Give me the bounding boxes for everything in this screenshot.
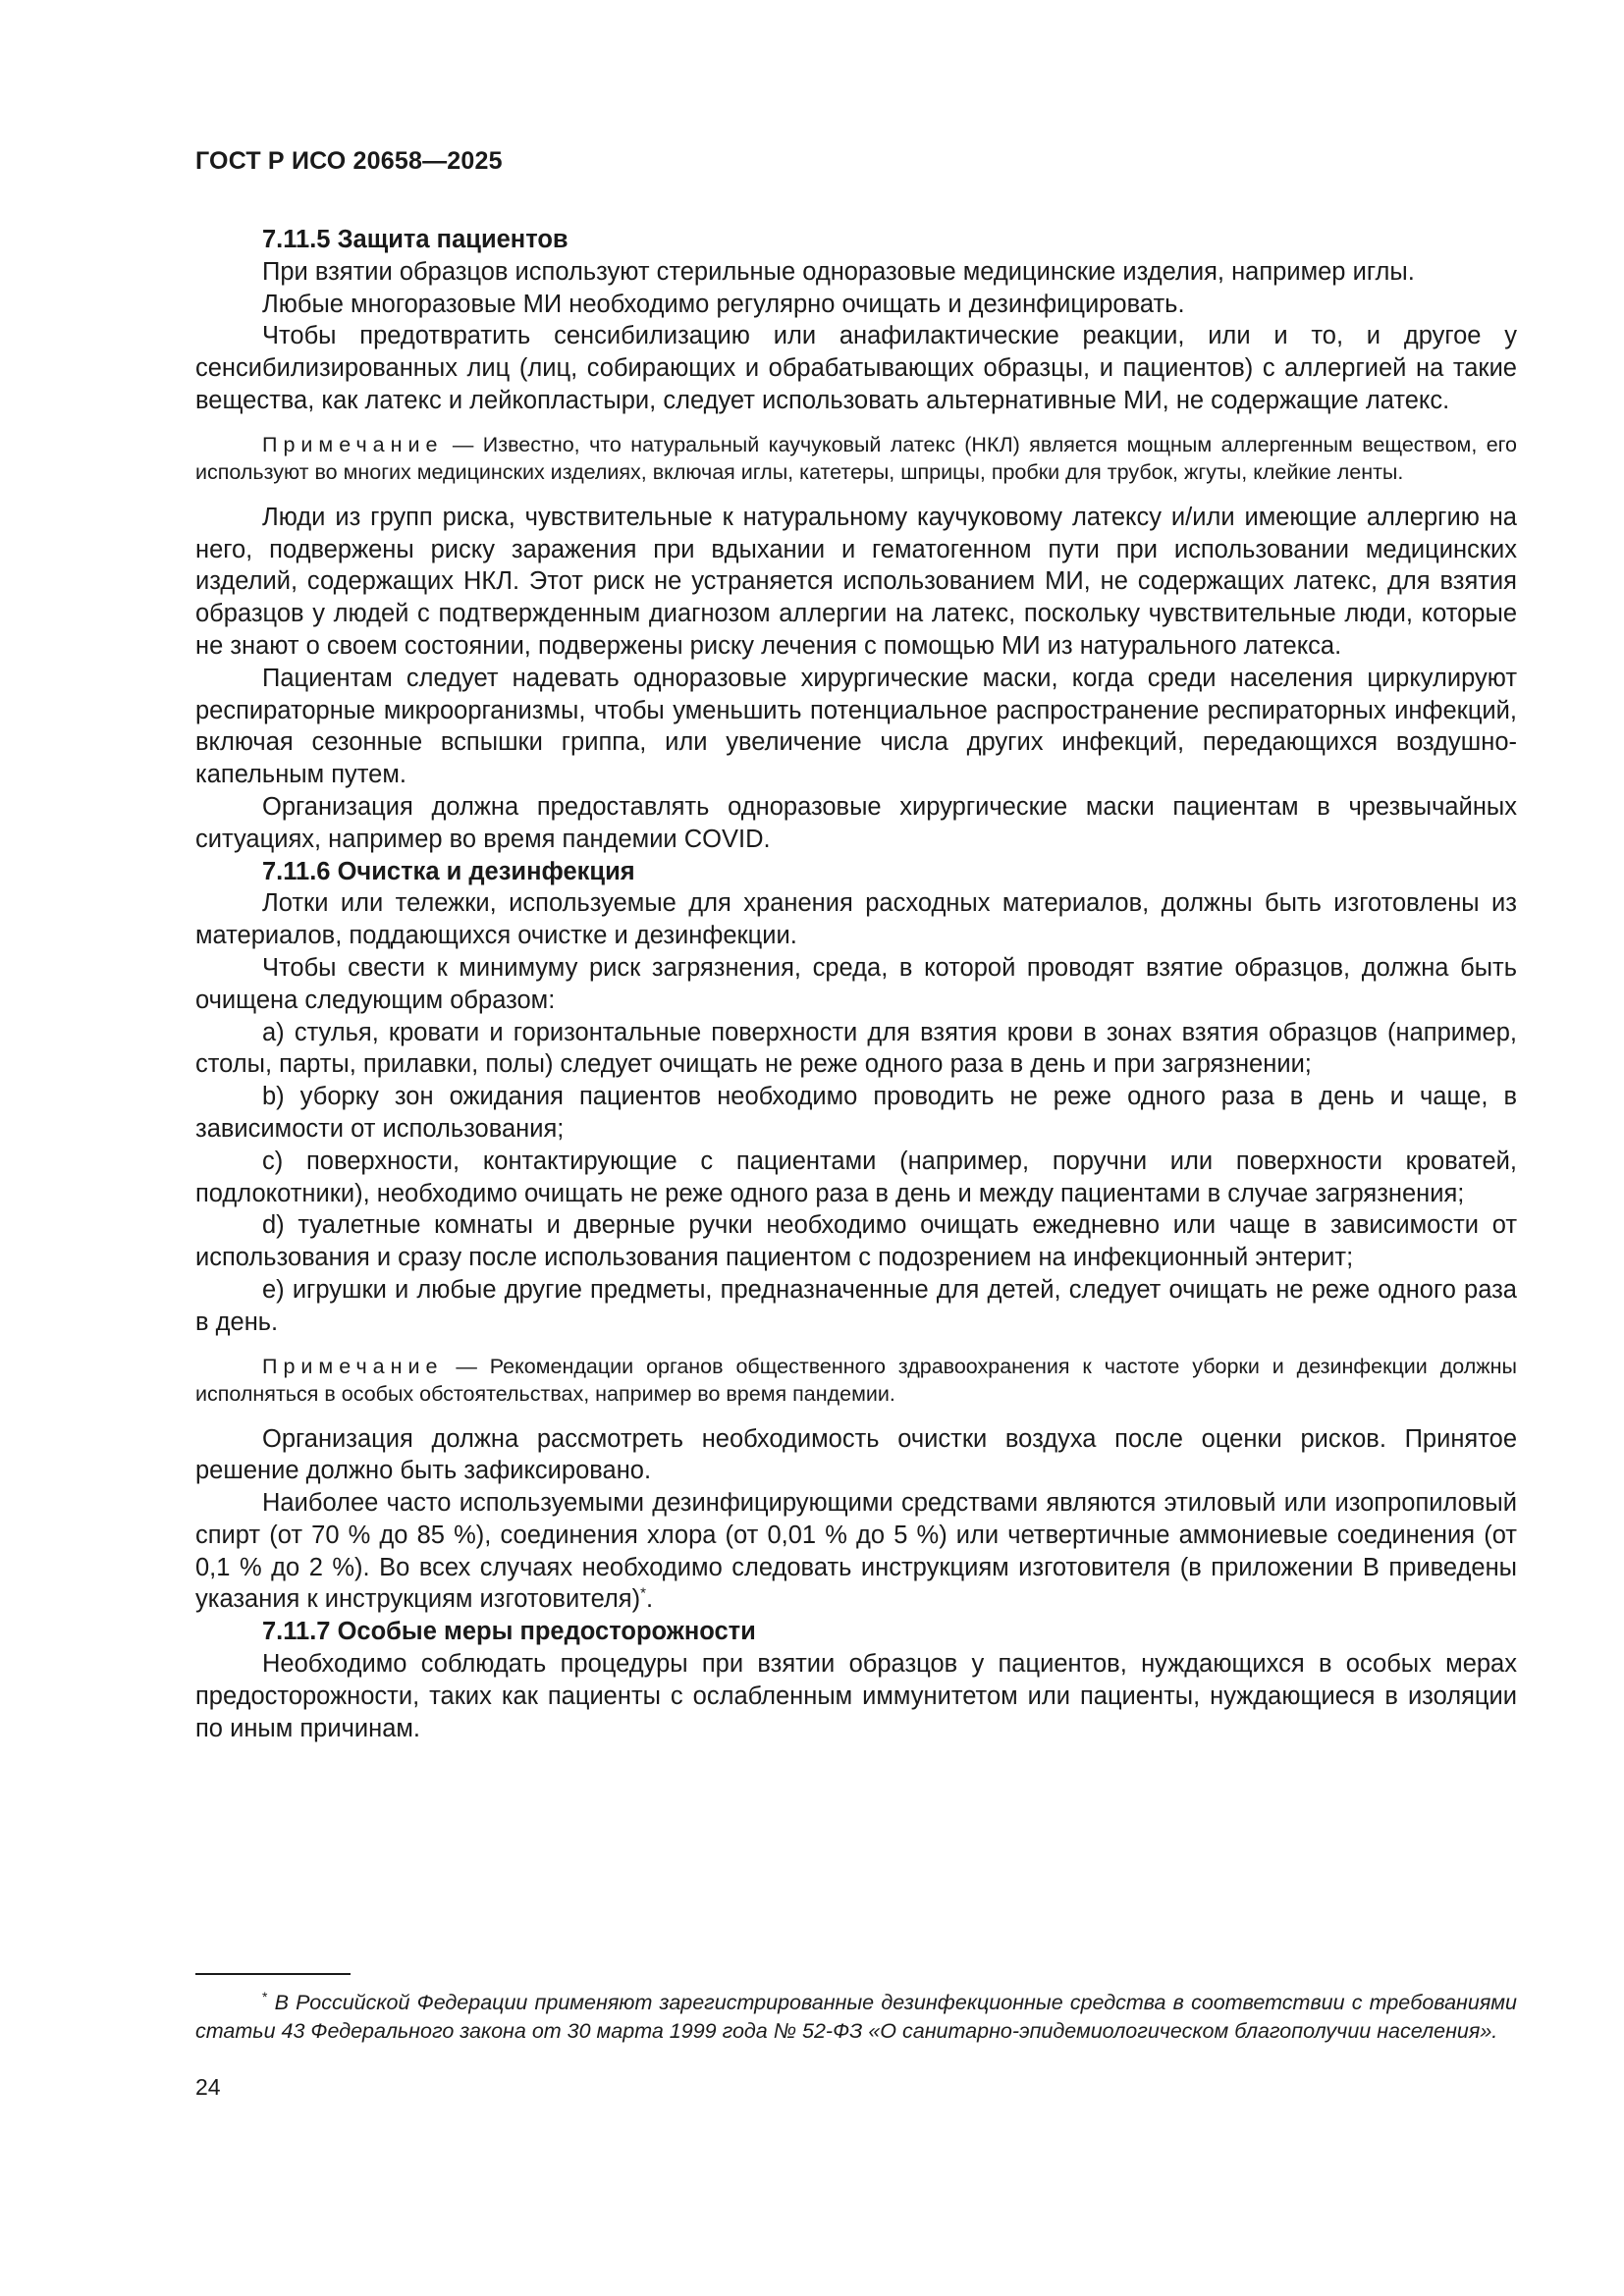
footnote-text: В Российской Федерации применяют зарегистрированные дезинфекционные средства в соответствии с требованиями статьи 43 Федерального закона от 30 марта 1999 года № 52-ФЗ «О санитарно-эпидемиологическом благополучии населения». <box>195 1991 1517 2043</box>
paragraph: Организация должна рассмотреть необходимость очистки воздуха после оценки рисков. Принятое решение должно быть зафиксировано. <box>195 1424 1517 1485</box>
list-item: b) уборку зон ожидания пациентов необходимо проводить не реже одного раза в день и чаще, в зависимости от использования; <box>195 1083 1517 1143</box>
paragraph-end: . <box>645 1585 654 1614</box>
list-item: c) поверхности, контактирующие с пациентами (например, поручни или поверхности кроватей, подлокотники), необходимо очищать не реже одного раза в день и между пациентами в случае загрязнения; <box>195 1147 1517 1207</box>
list-item: a) стулья, кровати и горизонтальные поверхности для взятия крови в зонах взятия образцов (например, столы, парты, прилавки, полы) следует очищать не реже одного раза в день и при загрязнении; <box>195 1018 1517 1079</box>
paragraph: Лотки или тележки, используемые для хранения расходных материалов, должны быть изготовлены из материалов, поддающихся очистке и дезинфекции. <box>195 889 1517 950</box>
note <box>195 1353 1517 1408</box>
page-number: 24 <box>195 2074 221 2100</box>
paragraph: Необходимо соблюдать процедуры при взятии образцов у пациентов, нуждающихся в особых мерах предосторожности, таких как пациенты с ослабленным иммунитетом или пациенты, нуждающиеся в изоляции по иным причинам. <box>195 1650 1517 1742</box>
footnote-mark: * <box>262 1988 268 2004</box>
section-heading-7-11-7: 7.11.7 Особые меры предосторожности <box>262 1618 756 1646</box>
paragraph: Пациентам следует надевать одноразовые хирургические маски, когда среди населения циркулируют респираторные микроорганизмы, чтобы уменьшить потенциальное распространение респираторных инфекций, включая сезонные вспышки гриппа, или увеличение числа других инфекций, передающихся воздушно-капельным путем. <box>195 664 1517 789</box>
paragraph: Чтобы свести к минимуму риск загрязнения, среда, в которой проводят взятие образцов, должна быть очищена следующим образом: <box>195 953 1517 1014</box>
paragraph: При взятии образцов используют стерильные одноразовые медицинские изделия, например иглы. <box>262 257 1415 286</box>
footnote-divider <box>195 1973 351 1975</box>
section-heading-7-11-5: 7.11.5 Защита пациентов <box>262 226 568 253</box>
paragraph: Организация должна предоставлять одноразовые хирургические маски пациентам в чрезвычайных ситуациях, например во время пандемии COVID. <box>195 792 1517 853</box>
note-label: Примечание <box>262 432 444 456</box>
note-label: Примечание <box>262 1354 444 1378</box>
note <box>195 431 1517 486</box>
document-header: ГОСТ Р ИСО 20658—2025 <box>195 147 503 175</box>
section-heading-7-11-6: 7.11.6 Очистка и дезинфекция <box>262 857 635 885</box>
paragraph <box>195 1487 1517 1616</box>
footnote <box>195 1989 1517 2045</box>
paragraph: Любые многоразовые МИ необходимо регулярно очищать и дезинфицировать. <box>262 290 1185 318</box>
paragraph: Чтобы предотвратить сенсибилизацию или анафилактические реакции, или и то, и другое у сенсибилизированных лиц (лиц, собирающих и обрабатывающих образцы, и пациентов) с аллергией на такие вещества, как латекс и лейкопластыри, следует использовать альтернативные МИ, не содержащие латекс. <box>195 322 1517 414</box>
paragraph: Люди из групп риска, чувствительные к натуральному каучуковому латексу и/или имеющие аллергию на него, подвержены риску заражения при вдыхании и гематогенном пути при использовании медицинских изделий, содержащих НКЛ. Этот риск не устраняется использованием МИ, не содержащих латекс, для взятия образцов у людей с подтвержденным диагнозом аллергии на латекс, поскольку чувствительные люди, которые не знают о своем состоянии, подвержены риску лечения с помощью МИ из натурального латекса. <box>195 503 1517 660</box>
paragraph-text: Наиболее часто используемыми дезинфицирующими средствами являются этиловый или изопропиловый спирт (от 70 % до 85 %), соединения хлора (от 0,01 % до 5 %) или четвертичные аммониевые соединения (от 0,1 % до 2 %). Во всех случаях необходимо следовать инструкциям изготовителя (в приложении В приведены указания к инструкциям изготовителя) <box>195 1489 1517 1614</box>
note-text: — Известно, что натуральный каучуковый латекс (НКЛ) является мощным аллергенным веществом, его используют во многих медицинских изделиях, включая иглы, катетеры, шприцы, пробки для трубок, жгуты, клейкие ленты. <box>195 432 1517 484</box>
footnote-reference[interactable]: * <box>640 1584 646 1602</box>
document-body <box>195 224 1517 1744</box>
list-item: d) туалетные комнаты и дверные ручки необходимо очищать ежедневно или чаще в зависимости от использования и сразу после использования пациентом с подозрением на инфекционный энтерит; <box>195 1211 1517 1272</box>
note-text: — Рекомендации органов общественного здравоохранения к частоте уборки и дезинфекции должны исполняться в особых обстоятельствах, например во время пандемии. <box>195 1354 1517 1406</box>
list-item: e) игрушки и любые другие предметы, предназначенные для детей, следует очищать не реже одного раза в день. <box>195 1275 1517 1336</box>
